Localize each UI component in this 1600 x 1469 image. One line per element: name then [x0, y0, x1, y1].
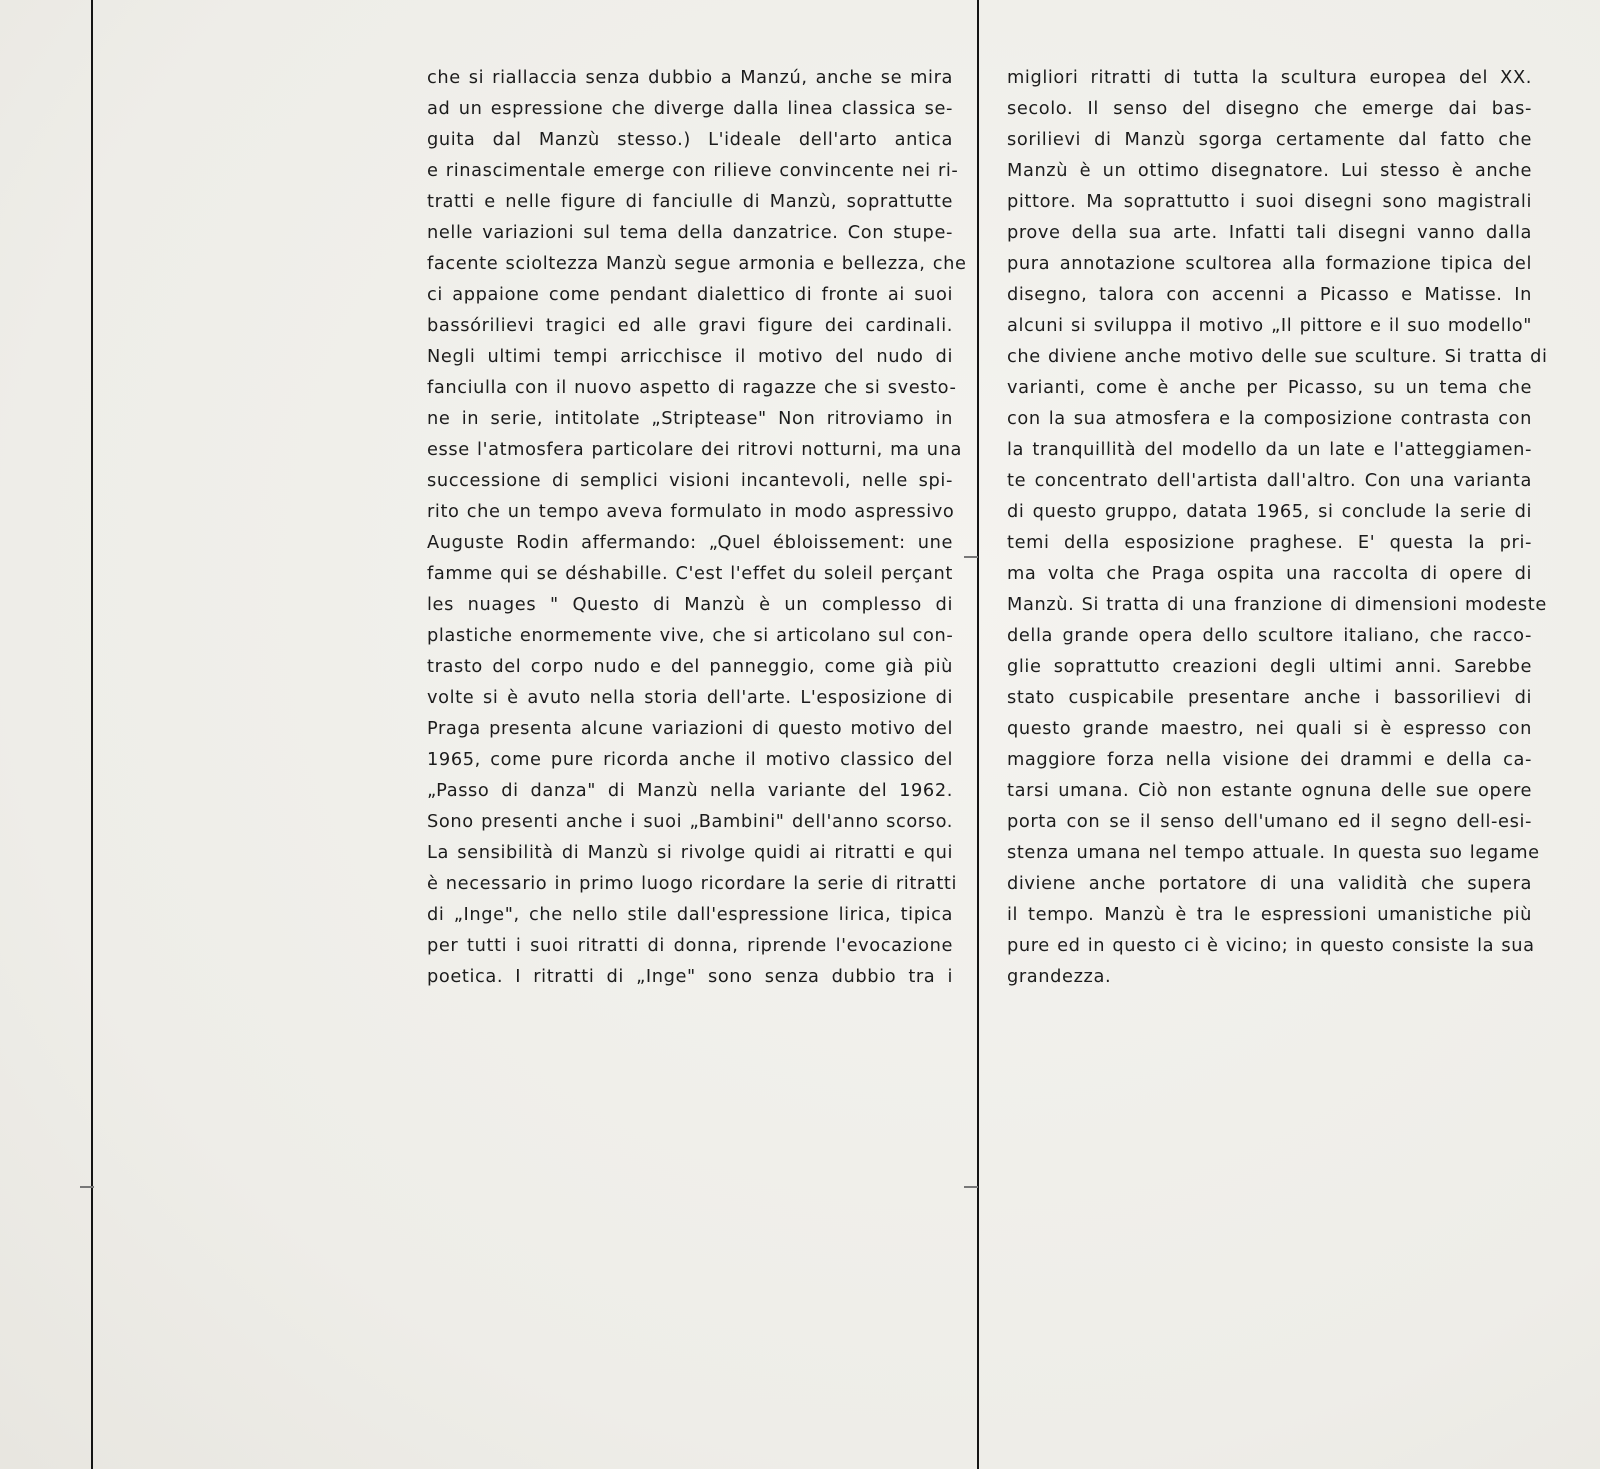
text-line: guita dal Manzù stesso.) L'ideale dell'arto antica	[427, 129, 953, 150]
text-line: successione di semplici visioni incantevoli, nelle spi-	[427, 470, 953, 491]
text-line: migliori ritratti di tutta la scultura europea del XX.	[1007, 67, 1532, 88]
text-line: pure ed in questo ci è vicino; in questo consiste la sua	[1007, 935, 1535, 956]
text-column-left	[427, 62, 967, 992]
text-line: Manzù è un ottimo disegnatore. Lui stesso è anche	[1007, 160, 1532, 181]
text-line: volte si è avuto nella storia dell'arte. L'esposizione di	[427, 687, 953, 708]
text-line: Praga presenta alcune variazioni di questo motivo del	[427, 718, 953, 739]
text-line: fanciulla con il nuovo aspetto di ragazze che si svesto-	[427, 377, 957, 398]
text-line: sorilievi di Manzù sgorga certamente dal fatto che	[1007, 129, 1532, 150]
text-line: e rinascimentale emerge con rilieve convincente nei ri-	[427, 160, 959, 181]
text-line: il tempo. Manzù è tra le espressioni umanistiche più	[1007, 904, 1532, 925]
text-line: poetica. I ritratti di „Inge" sono senza dubbio tra i	[427, 966, 953, 987]
show-through-text-left	[427, 1000, 953, 1420]
text-line: di questo gruppo, datata 1965, si conclude la serie di	[1007, 501, 1532, 522]
text-line: diviene anche portatore di una validità che supera	[1007, 873, 1532, 894]
text-line: plastiche enormemente vive, che si articolano sul con-	[427, 625, 954, 646]
text-line: facente scioltezza Manzù segue armonia e bellezza, che	[427, 253, 967, 274]
text-line: temi della esposizione praghese. E' questa la pri-	[1007, 532, 1532, 553]
text-line: della grande opera dello scultore italiano, che racco-	[1007, 625, 1532, 646]
text-line: stenza umana nel tempo attuale. In questa suo legame	[1007, 842, 1540, 863]
text-line: Negli ultimi tempi arricchisce il motivo del nudo di	[427, 346, 953, 367]
text-line: tratti e nelle figure di fanciulle di Manzù, soprattutte	[427, 191, 953, 212]
fold-tick-lower	[964, 1186, 978, 1188]
text-line: rito che un tempo aveva formulato in modo aspressivo	[427, 501, 955, 522]
text-line: te concentrato dell'artista dall'altro. Con una varianta	[1007, 470, 1532, 491]
left-fold-tick	[80, 1186, 94, 1188]
text-line: tarsi umana. Ciò non estante ognuna delle sue opere	[1007, 780, 1532, 801]
text-line: porta con se il senso dell'umano ed il segno dell-esi-	[1007, 811, 1532, 832]
text-line: prove della sua arte. Infatti tali disegni vanno dalla	[1007, 222, 1532, 243]
text-line: per tutti i suoi ritratti di donna, riprende l'evocazione	[427, 935, 953, 956]
text-line: ad un espressione che diverge dalla linea classica se-	[427, 98, 953, 119]
text-line: maggiore forza nella visione dei drammi e della ca-	[1007, 749, 1532, 770]
text-line: glie soprattutto creazioni degli ultimi anni. Sarebbe	[1007, 656, 1532, 677]
text-line: famme qui se déshabille. C'est l'effet du soleil perçant	[427, 563, 953, 584]
text-line: disegno, talora con accenni a Picasso e Matisse. In	[1007, 284, 1532, 305]
text-line: la tranquillità del modello da un late e l'atteggiamen-	[1007, 439, 1532, 460]
text-line: ci appaione come pendant dialettico di fronte ai suoi	[427, 284, 953, 305]
text-line: grandezza.	[1007, 966, 1112, 987]
text-line: è necessario in primo luogo ricordare la serie di ritratti	[427, 873, 958, 894]
text-line: trasto del corpo nudo e del panneggio, come già più	[427, 656, 953, 677]
text-line: Sono presenti anche i suoi „Bambini" dell'anno scorso.	[427, 811, 953, 832]
text-line: Auguste Rodin affermando: „Quel ébloissement: une	[427, 532, 953, 553]
text-line: di „Inge", che nello stile dall'espressione lirica, tipica	[427, 904, 953, 925]
text-line: les nuages " Questo di Manzù è un complesso di	[427, 594, 953, 615]
text-line: che si riallaccia senza dubbio a Manzú, anche se mira	[427, 67, 953, 88]
text-line: che diviene anche motivo delle sue sculture. Si tratta di	[1007, 346, 1548, 367]
text-line: alcuni si sviluppa il motivo „Il pittore e il suo modello"	[1007, 315, 1532, 336]
text-line: nelle variazioni sul tema della danzatrice. Con stupe-	[427, 222, 953, 243]
text-line: pittore. Ma soprattutto i suoi disegni sono magistrali	[1007, 191, 1532, 212]
text-line: secolo. Il senso del disegno che emerge dai bas-	[1007, 98, 1532, 119]
text-line: „Passo di danza" di Manzù nella variante del 1962.	[427, 780, 953, 801]
text-line: stato cuspicabile presentare anche i bassorilievi di	[1007, 687, 1532, 708]
text-line: esse l'atmosfera particolare dei ritrovi notturni, ma una	[427, 439, 963, 460]
center-gutter-rule	[977, 0, 979, 1469]
text-line: 1965, come pure ricorda anche il motivo classico del	[427, 749, 953, 770]
left-margin-rule	[91, 0, 93, 1469]
text-line: ma volta che Praga ospita una raccolta di opere di	[1007, 563, 1532, 584]
show-through-text-right	[1007, 1000, 1532, 1300]
text-column-right	[1007, 62, 1548, 992]
text-line: Manzù. Si tratta di una franzione di dimensioni modeste	[1007, 594, 1547, 615]
text-line: pura annotazione scultorea alla formazione tipica del	[1007, 253, 1532, 274]
text-line: ne in serie, intitolate „Striptease" Non ritroviamo in	[427, 408, 953, 429]
text-line: questo grande maestro, nei quali si è espresso con	[1007, 718, 1532, 739]
text-line: con la sua atmosfera e la composizione contrasta con	[1007, 408, 1532, 429]
text-line: varianti, come è anche per Picasso, su un tema che	[1007, 377, 1532, 398]
fold-tick-upper	[964, 556, 978, 558]
text-line: La sensibilità di Manzù si rivolge quidi ai ritratti e qui	[427, 842, 953, 863]
text-line: bassórilievi tragici ed alle gravi figure dei cardinali.	[427, 315, 953, 336]
